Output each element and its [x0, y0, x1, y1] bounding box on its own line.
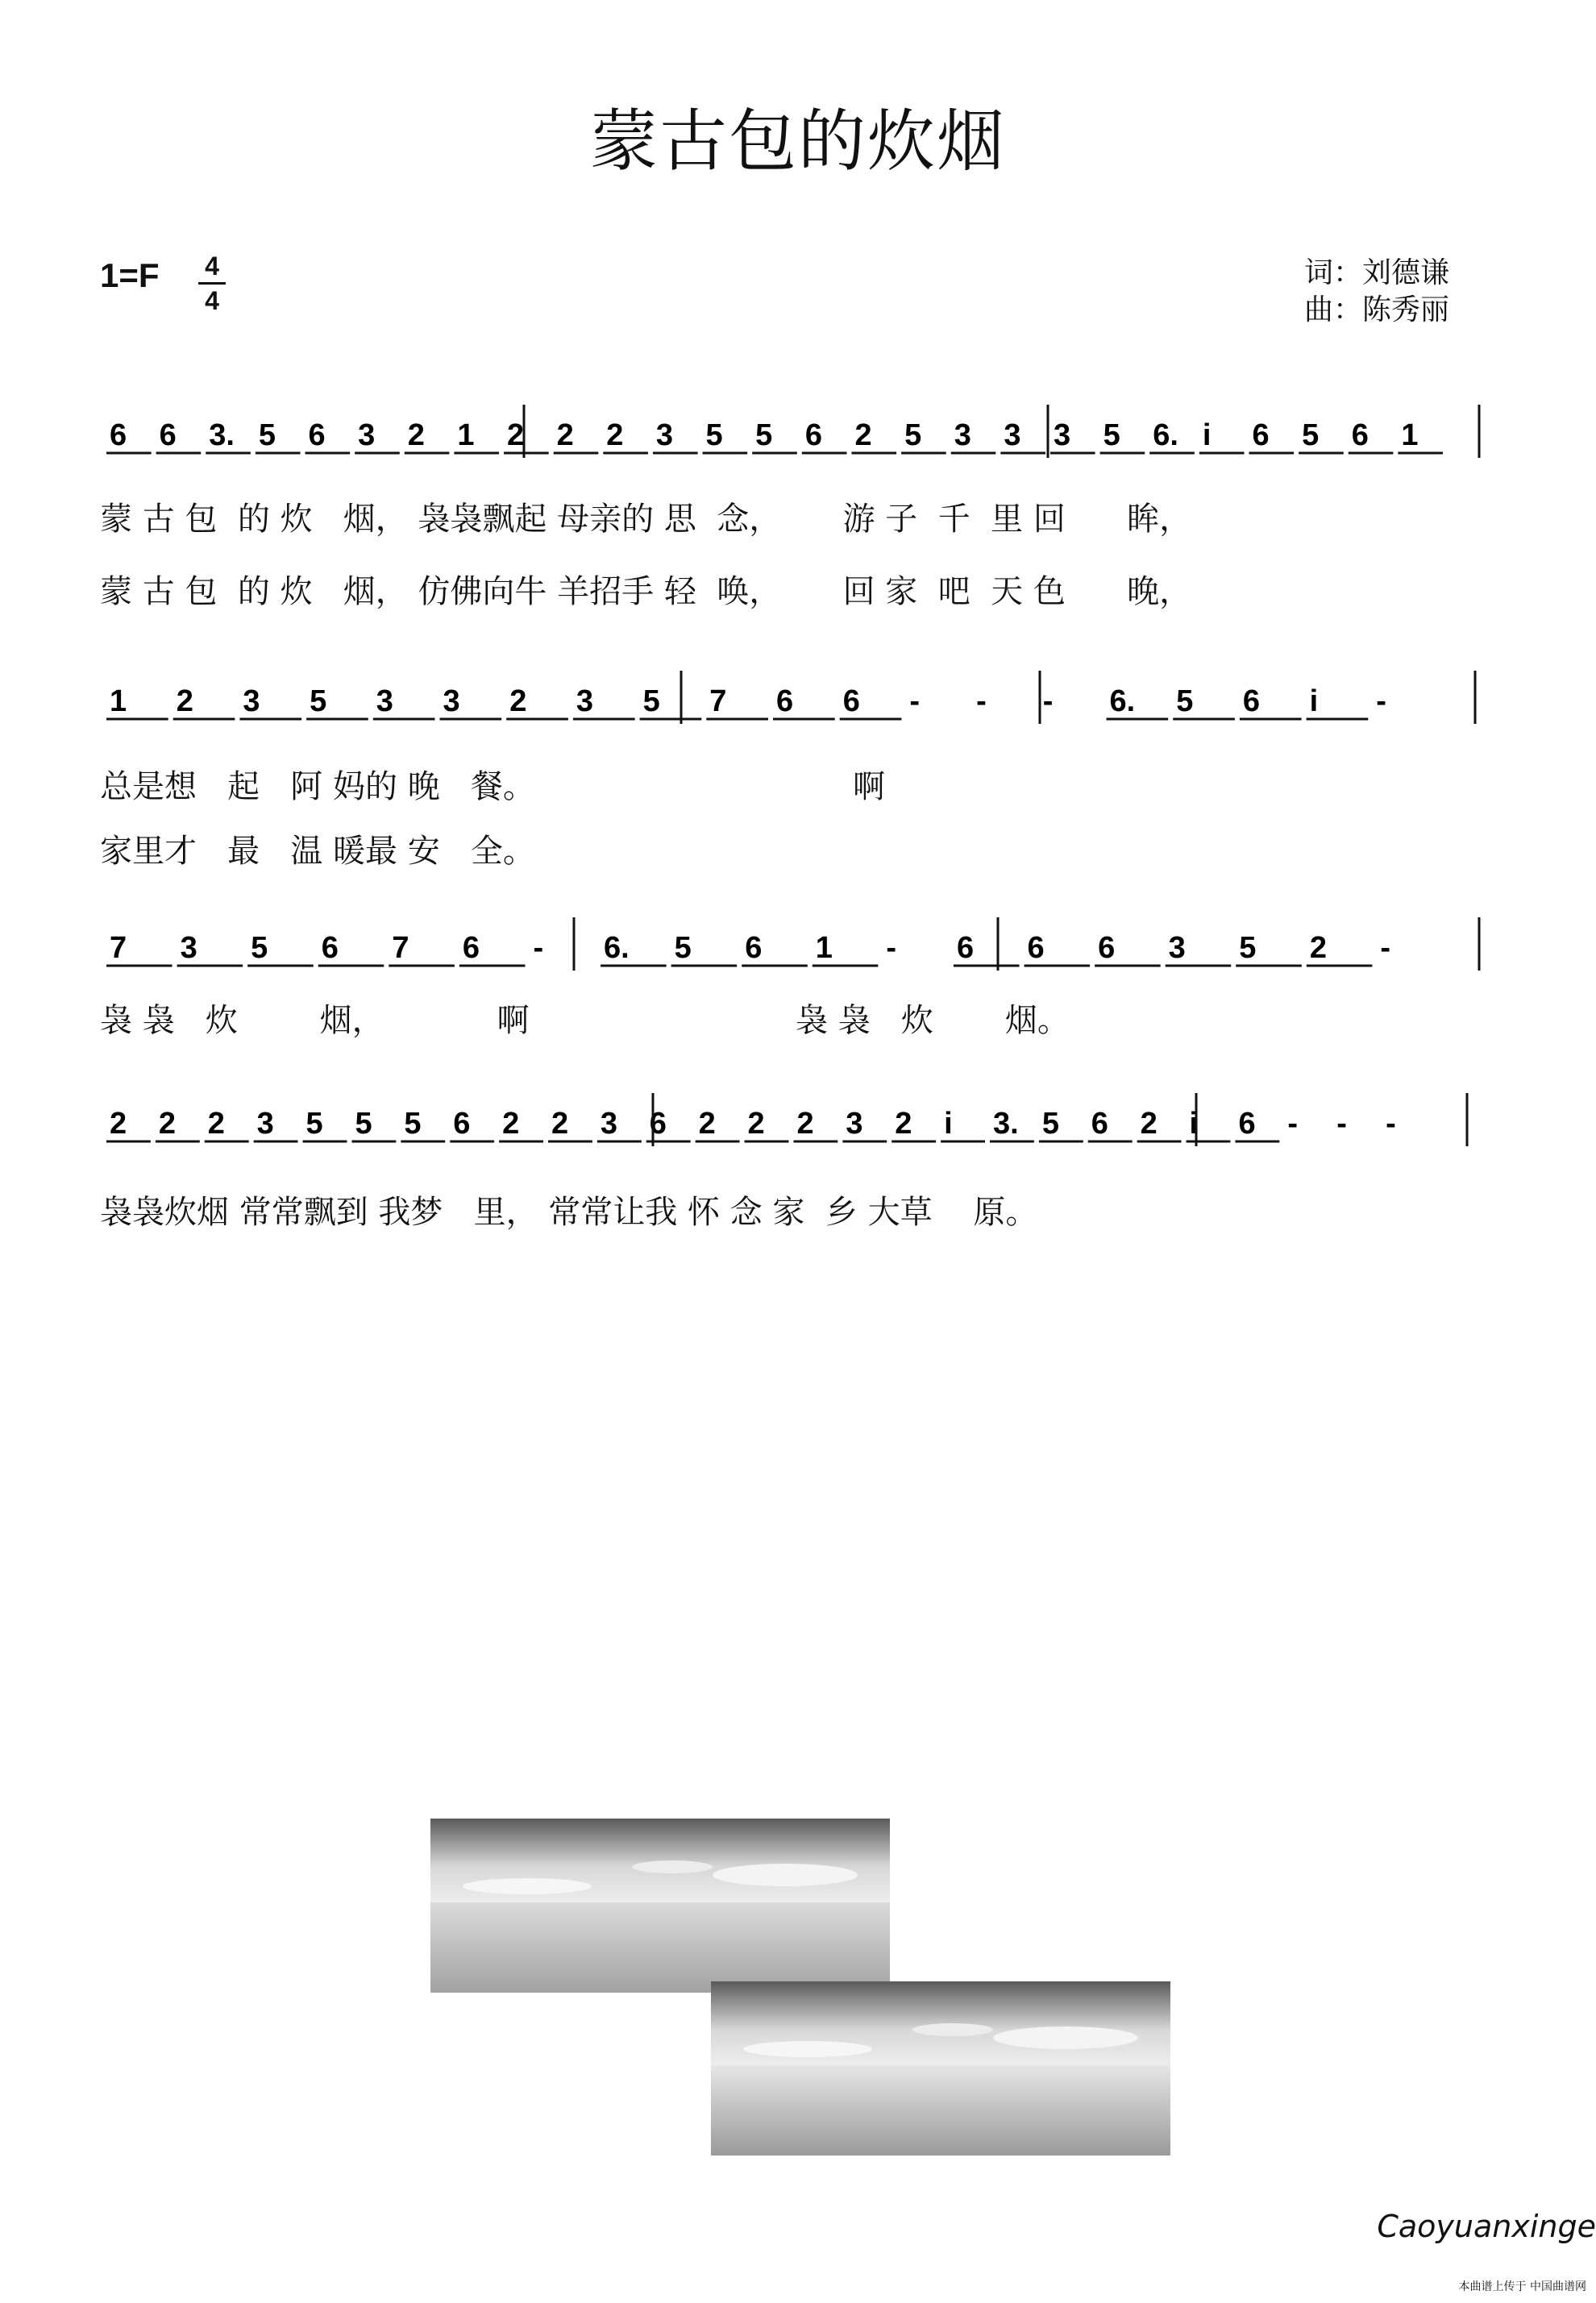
- note-4-27: -: [1386, 1107, 1396, 1141]
- note-3-19: -: [1380, 931, 1391, 965]
- note-1-6: 3: [358, 418, 376, 452]
- note-3-9: 5: [674, 931, 692, 965]
- note-4-12: 6: [649, 1107, 667, 1141]
- note-4-20: 5: [1041, 1107, 1060, 1141]
- note-2-10: 7: [709, 684, 727, 718]
- note-4-13: 2: [698, 1107, 716, 1141]
- note-2-3: 3: [243, 684, 260, 718]
- composer-credit: 曲：陈秀丽: [1304, 293, 1450, 326]
- note-1-13: 5: [705, 418, 723, 452]
- note-4-17: 2: [895, 1107, 912, 1141]
- upload-note: 本曲谱上传于 中国曲谱网: [1458, 2280, 1586, 2293]
- note-4-16: 3: [846, 1107, 863, 1141]
- note-4-9: 2: [502, 1107, 520, 1141]
- lyric-line-2-verse-1: 总是想 起 阿 妈的 晚 餐。 啊: [100, 768, 886, 805]
- key-signature: 1=F: [100, 256, 160, 294]
- lyric-line-2-verse-2: 家里才 最 温 暖最 安 全。: [100, 833, 535, 870]
- note-1-25: 5: [1302, 418, 1320, 452]
- note-3-17: 5: [1239, 931, 1257, 965]
- note-2-14: -: [976, 684, 987, 718]
- lyric-line-4: 袅袅炊烟 常常飘到 我梦 里， 常常让我 怀 念 家 乡 大草 原。: [100, 1194, 1038, 1231]
- note-1-4: 5: [258, 418, 276, 452]
- note-1-7: 2: [407, 418, 425, 452]
- note-1-20: 3: [1053, 418, 1071, 452]
- note-3-8: 6.: [604, 931, 630, 965]
- note-4-26: -: [1336, 1107, 1347, 1141]
- note-2-2: 2: [176, 684, 193, 718]
- note-2-6: 3: [443, 684, 460, 718]
- note-2-17: 5: [1176, 684, 1194, 718]
- lyric-line-1-verse-1: 蒙 古 包 的 炊 烟， 袅袅飘起 母亲的 思 念， 游 子 千 里 回 眸，: [100, 501, 1192, 538]
- grassland-photo-2: [711, 1981, 1170, 2155]
- signature: Caoyuanxinge: [1377, 2209, 1596, 2244]
- note-4-24: 6: [1238, 1107, 1256, 1141]
- note-4-23: i: [1189, 1107, 1199, 1141]
- grassland-photo-1-art: [430, 1819, 890, 1993]
- note-3-4: 6: [321, 931, 339, 965]
- time-signature-bottom: 4: [205, 286, 219, 315]
- note-2-19: i: [1309, 684, 1319, 718]
- note-4-14: 2: [747, 1107, 765, 1141]
- note-3-16: 3: [1168, 931, 1186, 965]
- note-1-3: 3.: [209, 418, 235, 452]
- note-1-24: 6: [1252, 418, 1270, 452]
- note-1-22: 6.: [1153, 418, 1178, 452]
- note-1-2: 6: [159, 418, 177, 452]
- note-2-4: 5: [310, 684, 327, 718]
- note-1-12: 3: [655, 418, 674, 452]
- page-title: 蒙古包的炊烟: [589, 102, 1006, 181]
- note-4-5: 5: [305, 1107, 323, 1141]
- lyricist-credit: 词：刘德谦: [1304, 256, 1450, 289]
- note-1-18: 3: [954, 418, 971, 452]
- lyric-line-1-verse-2: 蒙 古 包 的 炊 烟， 仿佛向牛 羊招手 轻 唤， 回 家 吧 天 色 晚，: [100, 573, 1192, 610]
- note-3-18: 2: [1309, 931, 1327, 965]
- note-3-6: 6: [462, 931, 480, 965]
- note-3-13: 6: [956, 931, 975, 965]
- note-4-10: 2: [551, 1107, 569, 1141]
- note-1-8: 1: [457, 418, 475, 452]
- note-1-21: 5: [1103, 418, 1120, 452]
- note-2-13: -: [909, 684, 921, 718]
- note-3-2: 3: [180, 931, 197, 965]
- note-2-15: -: [1042, 684, 1054, 718]
- note-1-15: 6: [804, 418, 822, 452]
- note-3-15: 6: [1098, 931, 1116, 965]
- note-4-11: 3: [600, 1107, 618, 1141]
- note-4-8: 6: [453, 1107, 471, 1141]
- note-3-1: 7: [110, 931, 127, 965]
- note-4-22: 2: [1140, 1107, 1158, 1141]
- note-2-5: 3: [376, 684, 393, 718]
- note-4-25: -: [1287, 1107, 1298, 1141]
- note-2-20: -: [1376, 684, 1386, 718]
- note-1-1: 6: [110, 418, 127, 452]
- note-1-14: 5: [755, 418, 773, 452]
- note-3-14: 6: [1027, 931, 1045, 965]
- note-1-26: 6: [1351, 418, 1369, 452]
- note-2-18: 6: [1242, 684, 1261, 718]
- note-2-16: 6.: [1109, 684, 1136, 718]
- note-2-9: 5: [642, 684, 660, 718]
- note-1-17: 5: [904, 418, 922, 452]
- note-4-6: 5: [355, 1107, 372, 1141]
- note-3-10: 6: [745, 931, 763, 965]
- note-1-11: 2: [606, 418, 624, 452]
- note-4-18: i: [944, 1107, 953, 1141]
- note-2-1: 1: [110, 684, 127, 718]
- note-4-15: 2: [796, 1107, 814, 1141]
- note-3-12: -: [886, 931, 897, 965]
- note-4-7: 5: [404, 1107, 422, 1141]
- note-1-19: 3: [1004, 418, 1021, 452]
- note-1-5: 6: [308, 418, 326, 452]
- lyric-line-3: 袅 袅 炊 烟， 啊 袅 袅 炊 烟。: [100, 1002, 1070, 1039]
- note-1-10: 2: [556, 418, 574, 452]
- grassland-photo-2-art: [711, 1981, 1170, 2155]
- note-4-2: 2: [158, 1107, 177, 1141]
- note-1-16: 2: [854, 418, 872, 452]
- grassland-photo-1: [430, 1819, 890, 1993]
- time-signature-top: 4: [205, 252, 219, 281]
- note-4-21: 6: [1091, 1107, 1108, 1141]
- note-3-5: 7: [392, 931, 409, 965]
- note-3-7: -: [533, 931, 544, 965]
- note-3-11: 1: [815, 931, 833, 965]
- note-4-19: 3.: [993, 1107, 1019, 1141]
- note-3-3: 5: [251, 931, 268, 965]
- note-2-8: 3: [576, 684, 594, 718]
- note-4-1: 2: [110, 1107, 127, 1141]
- note-2-12: 6: [842, 684, 860, 718]
- note-1-27: 1: [1401, 418, 1419, 452]
- note-1-9: 2: [507, 418, 525, 452]
- note-4-4: 3: [256, 1107, 274, 1141]
- note-4-3: 2: [207, 1107, 225, 1141]
- note-2-7: 2: [509, 684, 527, 718]
- note-1-23: i: [1202, 418, 1212, 452]
- note-2-11: 6: [776, 684, 794, 718]
